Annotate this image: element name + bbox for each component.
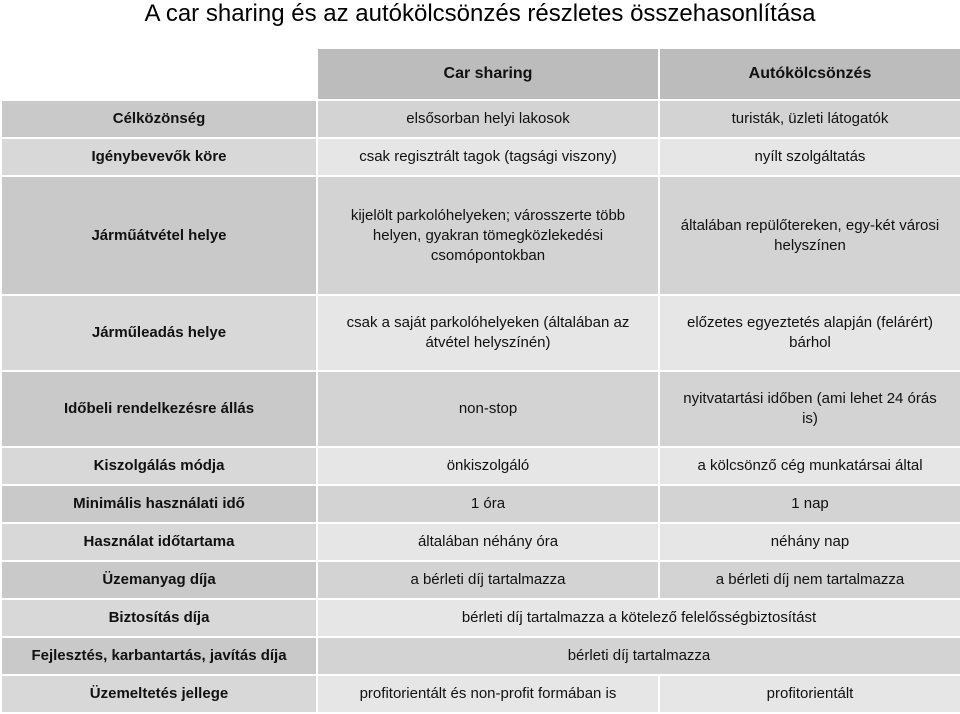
row-label: Célközönség (1, 100, 317, 138)
row-label: Üzemeltetés jellege (1, 675, 317, 713)
car-sharing-cell: kijelölt parkolóhelyeken; városszerte több helyen, gyakran tömegközlekedési csomópontokban (317, 176, 659, 295)
merged-cell: bérleti díj tartalmazza (317, 637, 960, 675)
car-rental-cell: 1 nap (659, 485, 960, 523)
table-row (1, 599, 960, 637)
car-rental-cell: néhány nap (659, 523, 960, 561)
comparison-table (0, 47, 960, 714)
table-row (1, 138, 960, 176)
car-rental-cell: a bérleti díj nem tartalmazza (659, 561, 960, 599)
car-sharing-cell: csak a saját parkolóhelyeken (általában az átvétel helyszínén) (317, 295, 659, 371)
table-row (1, 447, 960, 485)
row-label: Időbeli rendelkezésre állás (1, 371, 317, 447)
car-sharing-cell: önkiszolgáló (317, 447, 659, 485)
merged-cell: bérleti díj tartalmazza a kötelező felelősségbiztosítást (317, 599, 960, 637)
car-rental-cell: profitorientált (659, 675, 960, 713)
row-label: Járműátvétel helye (1, 176, 317, 295)
row-label: Járműleadás helye (1, 295, 317, 371)
row-label: Használat időtartama (1, 523, 317, 561)
table-row (1, 100, 960, 138)
car-sharing-cell: csak regisztrált tagok (tagsági viszony) (317, 138, 659, 176)
car-sharing-cell: általában néhány óra (317, 523, 659, 561)
table-row (1, 485, 960, 523)
car-rental-cell: a kölcsönző cég munkatársai által (659, 447, 960, 485)
car-sharing-cell: a bérleti díj tartalmazza (317, 561, 659, 599)
row-label: Igénybevevők köre (1, 138, 317, 176)
car-sharing-cell: profitorientált és non-profit formában is (317, 675, 659, 713)
row-label: Biztosítás díja (1, 599, 317, 637)
page-title: A car sharing és az autókölcsönzés részletes összehasonlítása (144, 0, 816, 27)
table-row (1, 523, 960, 561)
table-row (1, 675, 960, 713)
row-label: Üzemanyag díja (1, 561, 317, 599)
car-rental-cell: nyílt szolgáltatás (659, 138, 960, 176)
table-row (1, 637, 960, 675)
row-label: Minimális használati idő (1, 485, 317, 523)
car-rental-cell: általában repülőtereken, egy-két városi helyszínen (659, 176, 960, 295)
car-rental-cell: nyitvatartási időben (ami lehet 24 órás is) (659, 371, 960, 447)
table-row (1, 295, 960, 371)
table-row (1, 561, 960, 599)
header-blank-cell (1, 48, 317, 100)
car-rental-cell: turisták, üzleti látogatók (659, 100, 960, 138)
table-header-row (1, 48, 960, 100)
car-sharing-cell: 1 óra (317, 485, 659, 523)
row-label: Kiszolgálás módja (1, 447, 317, 485)
car-sharing-cell: non-stop (317, 371, 659, 447)
header-car-rental: Autókölcsönzés (659, 48, 960, 100)
header-car-sharing: Car sharing (317, 48, 659, 100)
table-row (1, 176, 960, 295)
car-rental-cell: előzetes egyeztetés alapján (felárért) bárhol (659, 295, 960, 371)
table-row (1, 371, 960, 447)
car-sharing-cell: elsősorban helyi lakosok (317, 100, 659, 138)
row-label: Fejlesztés, karbantartás, javítás díja (1, 637, 317, 675)
